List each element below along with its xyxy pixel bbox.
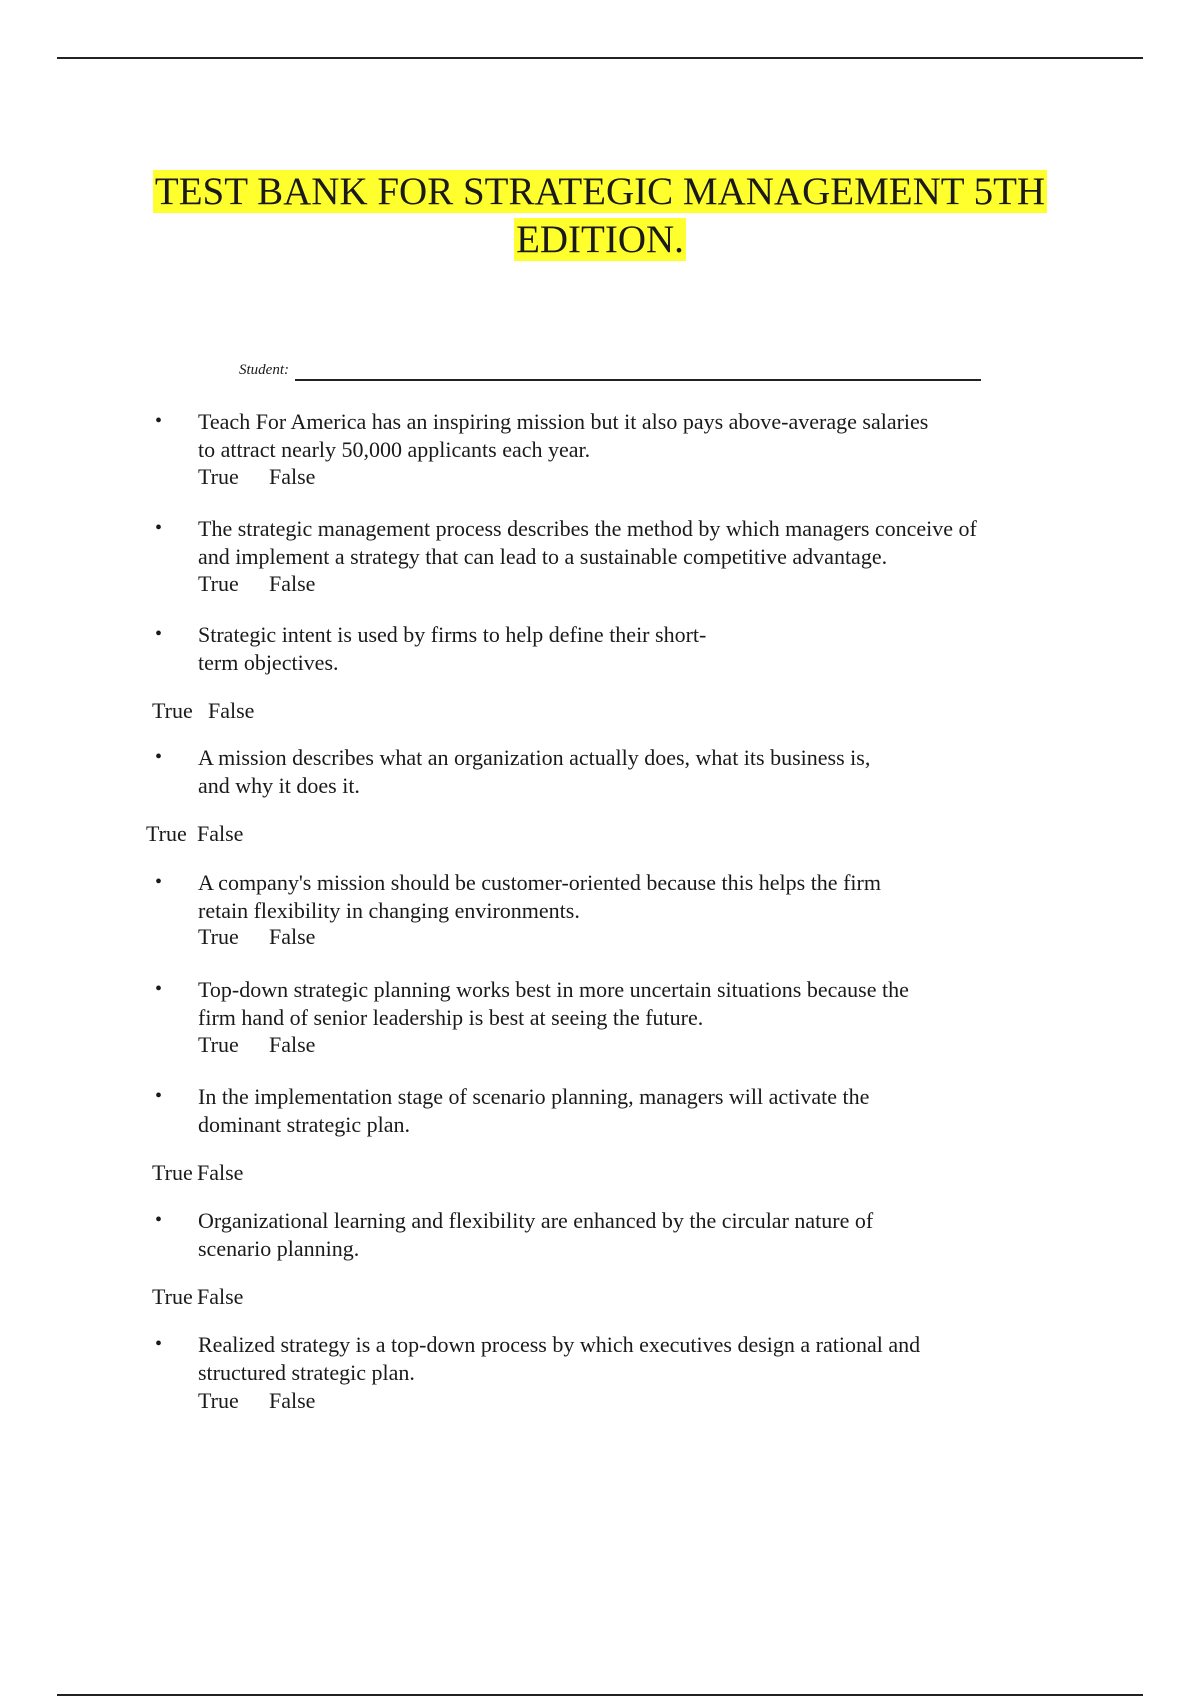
question-line: scenario planning. bbox=[198, 1235, 360, 1261]
question-line: Realized strategy is a top-down process by which executives design a rational and bbox=[198, 1332, 921, 1357]
option-true[interactable]: True bbox=[198, 571, 239, 596]
answer-options-7 bbox=[152, 1159, 243, 1186]
option-true[interactable]: True bbox=[146, 821, 187, 846]
option-true[interactable]: True bbox=[198, 1032, 239, 1057]
question-text bbox=[198, 408, 928, 463]
answer-options-1 bbox=[198, 463, 315, 490]
bullet: • bbox=[155, 1085, 163, 1107]
option-true[interactable]: True bbox=[152, 1284, 193, 1309]
bullet: • bbox=[155, 1209, 163, 1231]
question-line: to attract nearly 50,000 applicants each year. bbox=[198, 436, 591, 462]
answer-options-2 bbox=[198, 570, 315, 597]
bullet: • bbox=[155, 410, 163, 432]
student-field bbox=[239, 361, 981, 379]
bullet: • bbox=[155, 871, 163, 893]
question-text bbox=[198, 1331, 920, 1386]
answer-options-9 bbox=[198, 1387, 315, 1414]
bullet: • bbox=[155, 623, 163, 645]
option-true[interactable]: True bbox=[198, 1388, 239, 1413]
question-line: and implement a strategy that can lead to a sustainable competitive advantage. bbox=[198, 543, 888, 569]
question-line: Teach For America has an inspiring mission but it also pays above-average salaries bbox=[198, 409, 929, 434]
question-line: The strategic management process describes the method by which managers conceive of bbox=[198, 516, 977, 541]
answer-options-8 bbox=[152, 1283, 243, 1310]
title-line-1: TEST BANK FOR STRATEGIC MANAGEMENT 5TH bbox=[154, 170, 1046, 213]
question-line: and why it does it. bbox=[198, 772, 360, 798]
student-label: Student: bbox=[239, 362, 289, 378]
bullet: • bbox=[155, 978, 163, 1000]
question-text bbox=[198, 621, 706, 676]
bullet: • bbox=[155, 746, 163, 768]
question-line: A company's mission should be customer-oriented because this helps the firm bbox=[198, 870, 881, 895]
question-line: Strategic intent is used by firms to help define their short- bbox=[198, 622, 707, 647]
question-line: In the implementation stage of scenario planning, managers will activate the bbox=[198, 1084, 870, 1109]
option-false[interactable]: False bbox=[269, 571, 316, 596]
question-line: retain flexibility in changing environments. bbox=[198, 897, 580, 923]
question-line: dominant strategic plan. bbox=[198, 1111, 410, 1137]
option-false[interactable]: False bbox=[197, 821, 244, 846]
option-false[interactable]: False bbox=[269, 924, 316, 949]
bullet: • bbox=[155, 1333, 163, 1355]
question-line: term objectives. bbox=[198, 649, 339, 675]
option-false[interactable]: False bbox=[197, 1160, 244, 1185]
bullet: • bbox=[155, 517, 163, 539]
option-false[interactable]: False bbox=[197, 1284, 244, 1309]
student-name-line[interactable] bbox=[295, 379, 981, 381]
question-text bbox=[198, 744, 870, 799]
question-line: structured strategic plan. bbox=[198, 1359, 415, 1385]
option-true[interactable]: True bbox=[152, 1160, 193, 1185]
answer-options-4 bbox=[146, 820, 243, 847]
title-line-2: EDITION. bbox=[516, 218, 684, 261]
option-true[interactable]: True bbox=[198, 924, 239, 949]
option-false[interactable]: False bbox=[269, 1388, 316, 1413]
question-line: A mission describes what an organization actually does, what its business is, bbox=[198, 745, 871, 770]
top-rule bbox=[57, 57, 1143, 59]
question-line: Top-down strategic planning works best in more uncertain situations because the bbox=[198, 977, 909, 1002]
option-true[interactable]: True bbox=[152, 698, 193, 723]
question-text bbox=[198, 515, 977, 570]
document-title bbox=[0, 168, 1200, 264]
option-false[interactable]: False bbox=[208, 698, 255, 723]
option-true[interactable]: True bbox=[198, 464, 239, 489]
question-text bbox=[198, 1207, 873, 1262]
answer-options-6 bbox=[198, 1031, 315, 1058]
question-line: firm hand of senior leadership is best at seeing the future. bbox=[198, 1004, 704, 1030]
question-text bbox=[198, 1083, 869, 1138]
question-text bbox=[198, 976, 909, 1031]
answer-options-5 bbox=[198, 923, 315, 950]
question-line: Organizational learning and flexibility are enhanced by the circular nature of bbox=[198, 1208, 874, 1233]
option-false[interactable]: False bbox=[269, 1032, 316, 1057]
question-text bbox=[198, 869, 881, 924]
bottom-rule bbox=[57, 1694, 1143, 1696]
answer-options-3 bbox=[152, 697, 254, 724]
option-false[interactable]: False bbox=[269, 464, 316, 489]
